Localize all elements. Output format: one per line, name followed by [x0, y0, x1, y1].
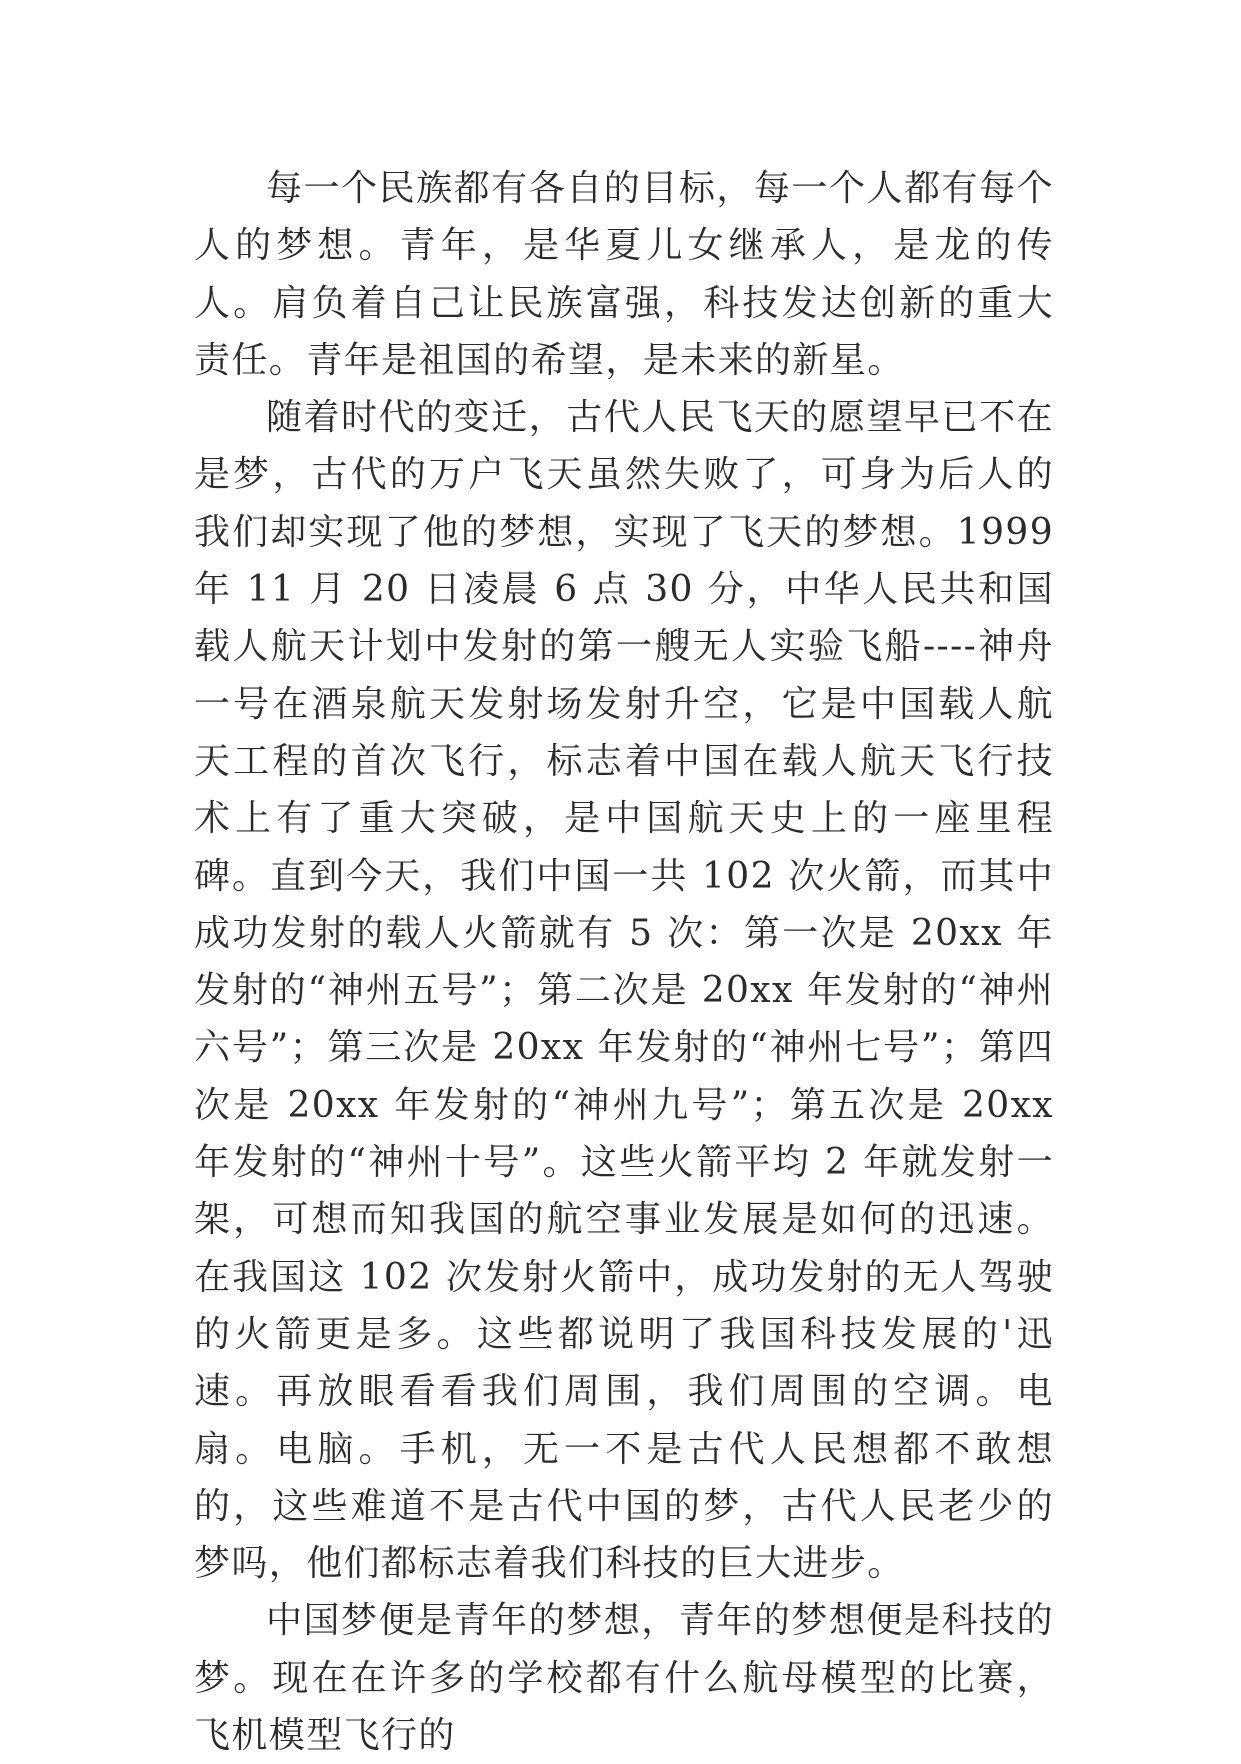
- paragraph-1: 每一个民族都有各自的目标，每一个人都有每个人的梦想。青年，是华夏儿女继承人，是龙的传人。肩负着自己让民族富强，科技发达创新的重大责任。青年是祖国的希望，是未来的新星。: [194, 168, 1054, 381]
- paragraph-3: 中国梦便是青年的梦想，青年的梦想便是科技的梦。现在在许多的学校都有什么航母模型的比赛，飞机模型飞行的: [194, 1600, 1054, 1757]
- paragraph-2: 随着时代的变迁，古代人民飞天的愿望早已不在是梦，古代的万户飞天虽然失败了，可身为后人的我们却实现了他的梦想，实现了飞天的梦想。1999 年 11 月 20 日凌晨 6 点 30 分，中华人民共和国载人航天计划中发射的第一艘无人实验飞船----神舟一号在酒泉航天发射场发射升空，它是中国载人航天工程的首次飞行，标志着中国在载人航天飞行技术上有了重大突破，是中国航天史上的一座里程碑。直到今天，我们中国一共 102 次火箭，而其中成功发射的载人火箭就有 5 次：第一次是 20xx 年发射的“神州五号”；第二次是 20xx 年发射的“神州六号”；第三次是 20xx 年发射的“神州七号”；第四次是 20xx 年发射的“神州九号”；第五次是 20xx 年发射的“神州十号”。这些火箭平均 2 年就发射一架，可想而知我国的航空事业发展是如何的迅速。在我国这 102 次发射火箭中，成功发射的无人驾驶的火箭更是多。这些都说明了我国科技发展的'迅速。再放眼看看我们周围，我们周围的空调。电扇。电脑。手机，无一不是古代人民想都不敢想的，这些难道不是古代中国的梦，古代人民老少的梦吗，他们都标志着我们科技的巨大进步。: [194, 397, 1054, 1585]
- document-body: [194, 160, 1054, 1764]
